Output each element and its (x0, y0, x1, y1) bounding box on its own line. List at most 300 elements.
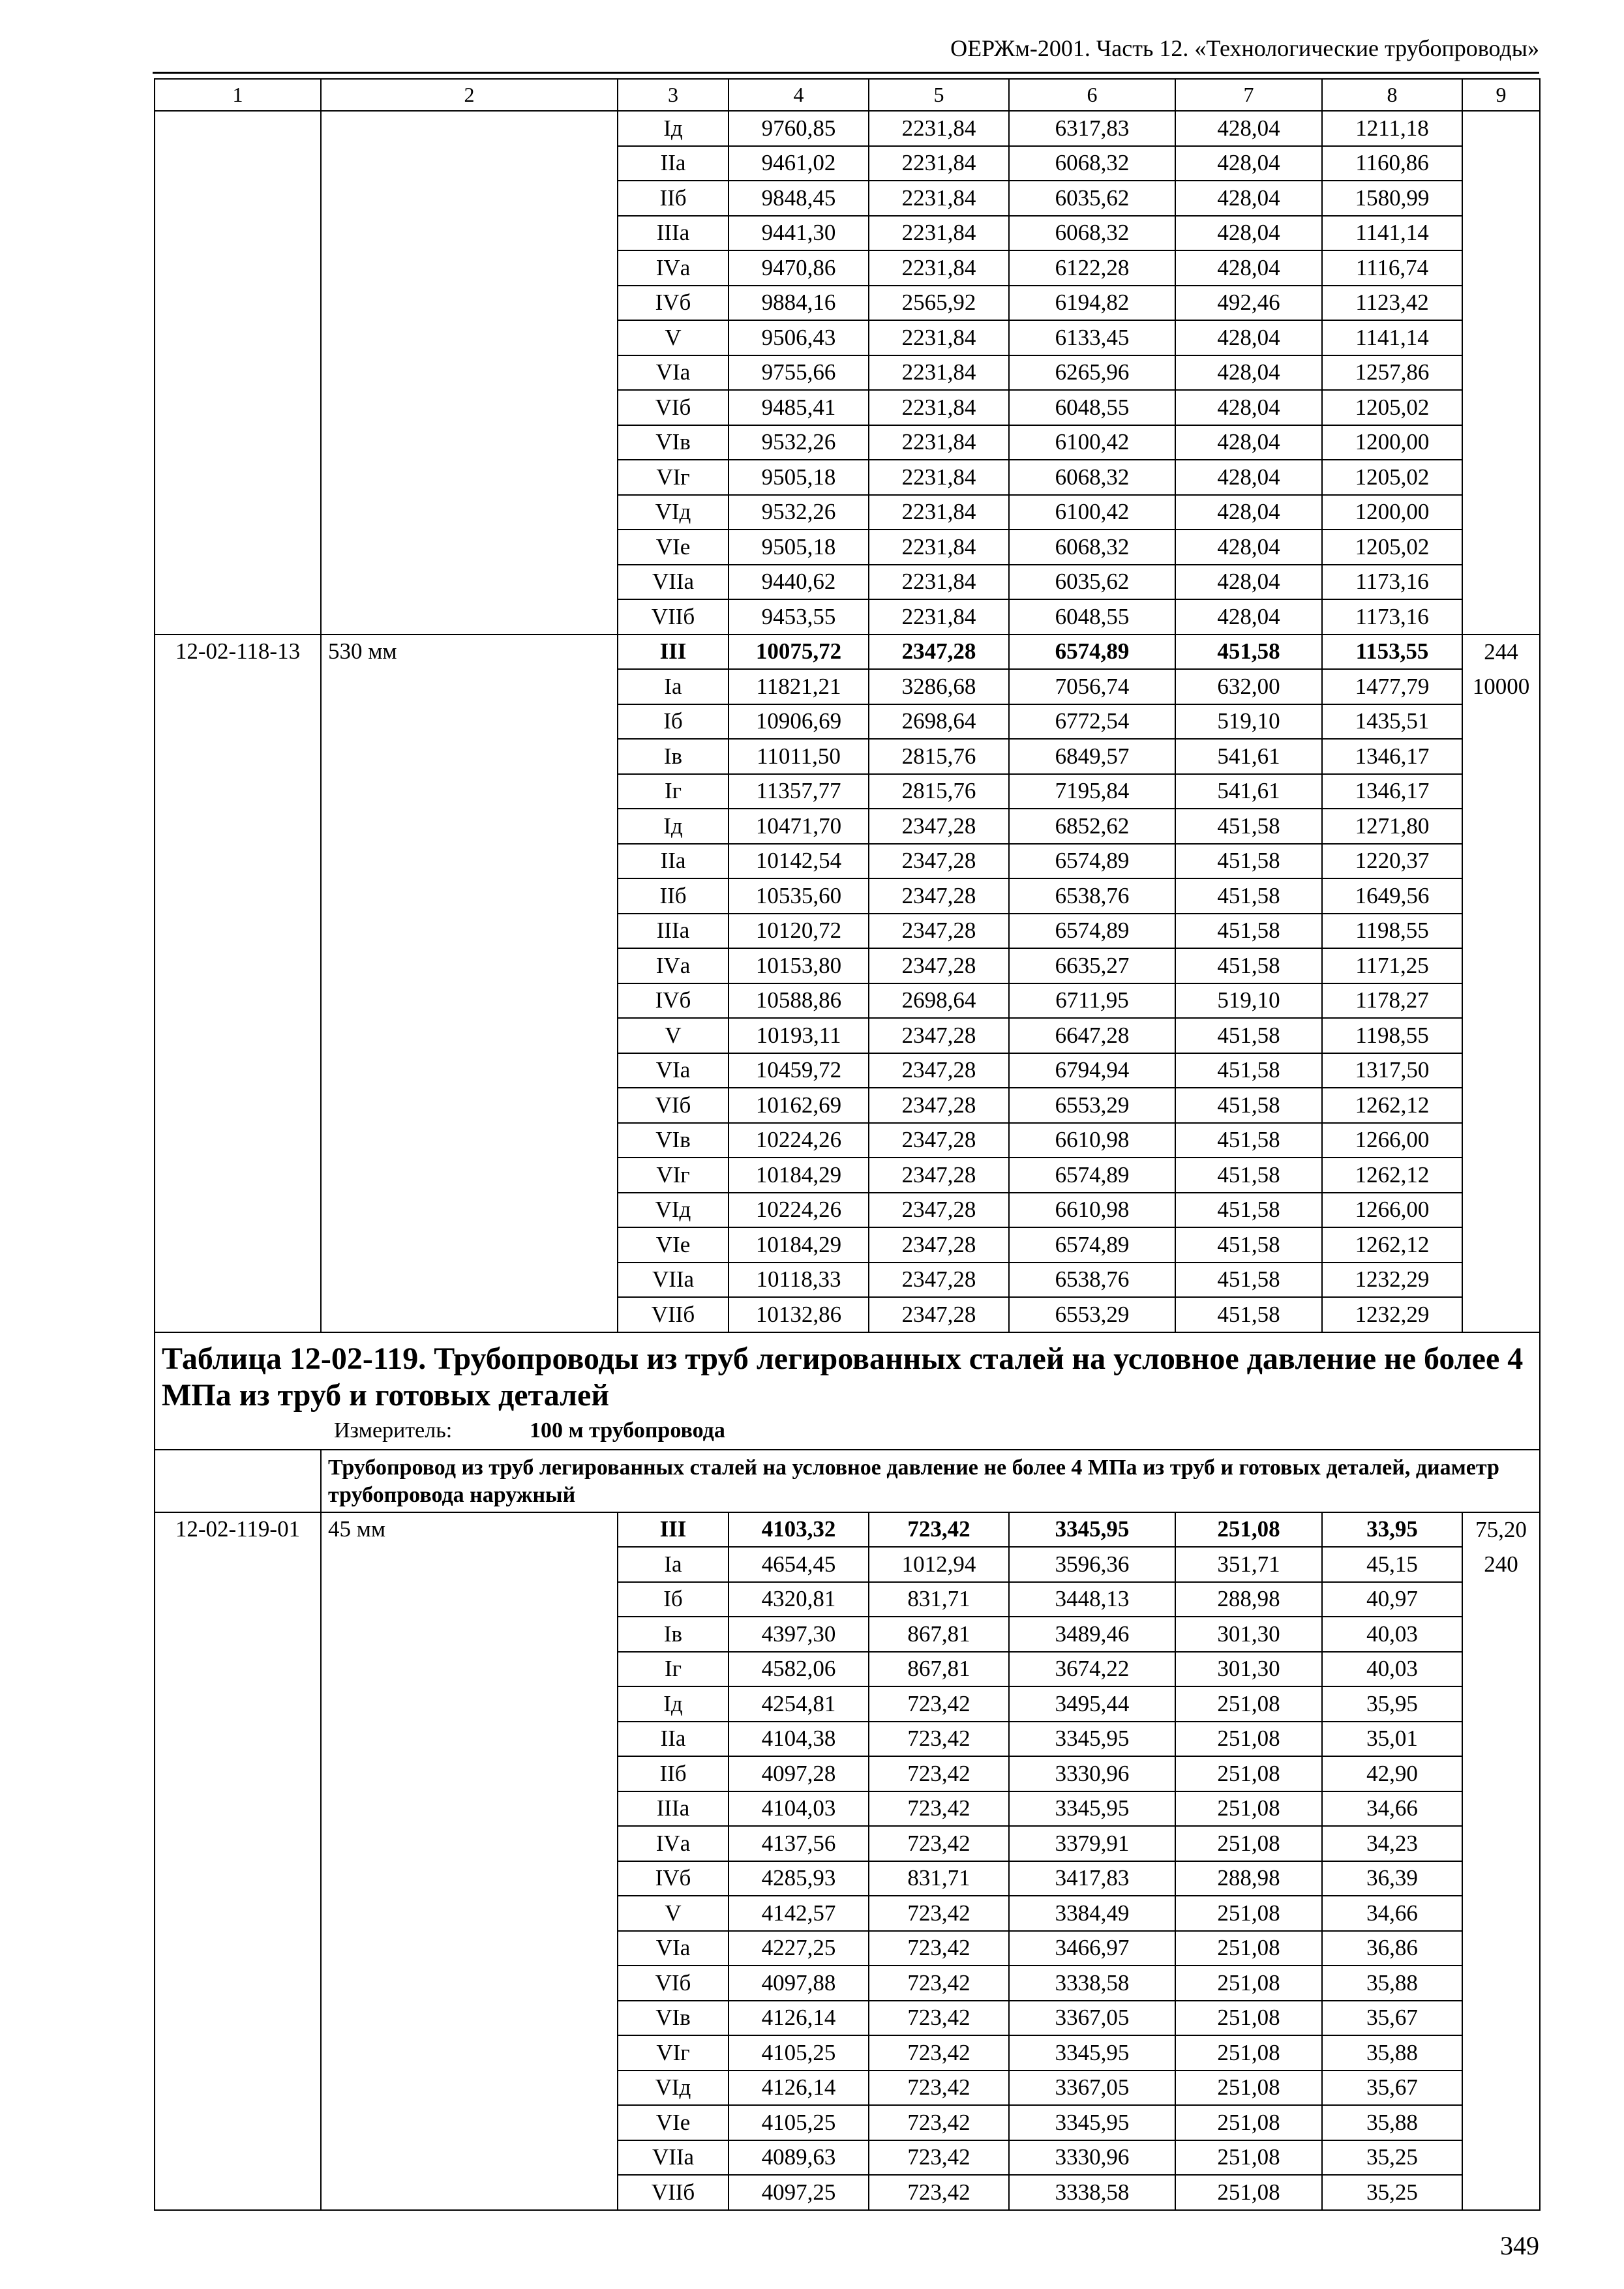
value-cell: 10184,29 (729, 1158, 869, 1193)
extra-value: 244 (1462, 635, 1540, 670)
mode-cell: IVа (618, 250, 729, 286)
value-cell: 3466,97 (1009, 1931, 1175, 1966)
extra-cell (1462, 2035, 1540, 2071)
value-cell: 4397,30 (729, 1617, 869, 1652)
value-cell: 3367,05 (1009, 2071, 1175, 2106)
extra-cell (1462, 1931, 1540, 1966)
unit-value: 100 м трубопровода (530, 1418, 725, 1443)
unit-line (162, 1416, 1533, 1445)
value-cell: 723,42 (869, 2071, 1009, 2106)
value-cell: 2231,84 (869, 111, 1009, 146)
value-cell: 1171,25 (1322, 948, 1462, 983)
value-cell: 1232,29 (1322, 1263, 1462, 1298)
value-cell: 1271,80 (1322, 809, 1462, 844)
value-cell: 2231,84 (869, 390, 1009, 425)
value-cell: 301,30 (1175, 1652, 1322, 1687)
value-cell: 831,71 (869, 1861, 1009, 1896)
extra-cell (1462, 1018, 1540, 1053)
value-cell: 723,42 (869, 2175, 1009, 2210)
extra-cell (1462, 1158, 1540, 1193)
value-cell: 4142,57 (729, 1896, 869, 1931)
value-cell: 1262,12 (1322, 1227, 1462, 1263)
section-heading: Трубопровод из труб легированных сталей на условное давление не более 4 МПа из труб и готовых деталей, диаметр трубопровода наружный (321, 1450, 1540, 1512)
value-cell: 451,58 (1175, 914, 1322, 949)
mode-cell: IIб (618, 181, 729, 216)
value-cell: 2231,84 (869, 146, 1009, 181)
value-cell: 251,08 (1175, 1826, 1322, 1861)
value-cell: 4654,45 (729, 1547, 869, 1582)
value-cell: 3448,13 (1009, 1582, 1175, 1617)
mode-cell: VIб (618, 1966, 729, 2001)
value-cell: 11011,50 (729, 739, 869, 774)
value-cell: 9505,18 (729, 530, 869, 565)
value-cell: 2231,84 (869, 425, 1009, 460)
value-cell: 251,08 (1175, 2035, 1322, 2071)
value-cell: 33,95 (1322, 1512, 1462, 1548)
value-cell: 1346,17 (1322, 774, 1462, 809)
value-cell: 3384,49 (1009, 1896, 1175, 1931)
value-cell: 2347,28 (869, 1227, 1009, 1263)
value-cell: 6711,95 (1009, 983, 1175, 1019)
value-cell: 4104,03 (729, 1791, 869, 1827)
value-cell: 10471,70 (729, 809, 869, 844)
extra-value: 240 (1462, 1547, 1540, 1582)
value-cell: 723,42 (869, 1686, 1009, 1722)
extra-cell (1462, 704, 1540, 740)
extra-cell (1462, 774, 1540, 809)
value-cell: 4097,25 (729, 2175, 869, 2210)
value-cell: 35,25 (1322, 2175, 1462, 2210)
value-cell: 428,04 (1175, 390, 1322, 425)
extra-cell (1462, 1686, 1540, 1722)
mode-cell: VIе (618, 530, 729, 565)
value-cell: 6035,62 (1009, 565, 1175, 600)
value-cell: 1123,42 (1322, 286, 1462, 321)
mode-cell: IIIа (618, 1791, 729, 1827)
value-cell: 1178,27 (1322, 983, 1462, 1019)
value-cell: 723,42 (869, 1756, 1009, 1791)
value-cell: 3338,58 (1009, 2175, 1175, 2210)
extra-cell (1462, 878, 1540, 914)
extra-cell (1462, 844, 1540, 879)
value-cell: 3345,95 (1009, 2035, 1175, 2071)
column-number: 1 (155, 79, 321, 111)
column-number: 6 (1009, 79, 1175, 111)
value-cell: 1435,51 (1322, 704, 1462, 740)
mode-cell: VIв (618, 425, 729, 460)
code-cell (155, 111, 321, 635)
value-cell: 6068,32 (1009, 460, 1175, 495)
column-number: 5 (869, 79, 1009, 111)
value-cell: 6265,96 (1009, 355, 1175, 391)
mode-cell: VIг (618, 460, 729, 495)
value-cell: 519,10 (1175, 704, 1322, 740)
running-header: ОЕРЖм-2001. Часть 12. «Технологические трубопроводы» (950, 35, 1539, 61)
value-cell: 4089,63 (729, 2140, 869, 2176)
value-cell: 9453,55 (729, 599, 869, 635)
mode-cell: V (618, 1896, 729, 1931)
value-cell: 6574,89 (1009, 1227, 1175, 1263)
value-cell: 6610,98 (1009, 1123, 1175, 1158)
mode-cell: VIIб (618, 2175, 729, 2210)
value-cell: 2347,28 (869, 1193, 1009, 1228)
value-cell: 451,58 (1175, 635, 1322, 670)
mode-cell: III (618, 1512, 729, 1548)
value-cell: 6849,57 (1009, 739, 1175, 774)
value-cell: 1649,56 (1322, 878, 1462, 914)
extra-cell (1462, 2105, 1540, 2140)
value-cell: 3495,44 (1009, 1686, 1175, 1722)
value-cell: 351,71 (1175, 1547, 1322, 1582)
mode-cell: III (618, 635, 729, 670)
value-cell: 6122,28 (1009, 250, 1175, 286)
extra-cell (1462, 739, 1540, 774)
value-cell: 251,08 (1175, 1791, 1322, 1827)
value-cell: 35,88 (1322, 2035, 1462, 2071)
value-cell: 6647,28 (1009, 1018, 1175, 1053)
value-cell: 10075,72 (729, 635, 869, 670)
value-cell: 1580,99 (1322, 181, 1462, 216)
value-cell: 723,42 (869, 1931, 1009, 1966)
value-cell: 6538,76 (1009, 878, 1175, 914)
value-cell: 1198,55 (1322, 1018, 1462, 1053)
value-cell: 451,58 (1175, 844, 1322, 879)
value-cell: 11357,77 (729, 774, 869, 809)
value-cell: 1257,86 (1322, 355, 1462, 391)
value-cell: 428,04 (1175, 495, 1322, 530)
value-cell: 3367,05 (1009, 2001, 1175, 2036)
value-cell: 428,04 (1175, 320, 1322, 355)
value-cell: 451,58 (1175, 1123, 1322, 1158)
mode-cell: VIе (618, 1227, 729, 1263)
section-code-cell (155, 1450, 321, 1512)
diameter-cell: 530 мм (321, 635, 618, 1332)
value-cell: 831,71 (869, 1582, 1009, 1617)
value-cell: 9440,62 (729, 565, 869, 600)
mode-cell: Iд (618, 111, 729, 146)
value-cell: 2231,84 (869, 599, 1009, 635)
value-cell: 6852,62 (1009, 809, 1175, 844)
mode-cell: VIIа (618, 565, 729, 600)
table-row (155, 111, 1540, 146)
value-cell: 4105,25 (729, 2105, 869, 2140)
value-cell: 4097,88 (729, 1966, 869, 2001)
value-cell: 3330,96 (1009, 1756, 1175, 1791)
mode-cell: IIа (618, 844, 729, 879)
value-cell: 4126,14 (729, 2071, 869, 2106)
mode-cell: VIе (618, 2105, 729, 2140)
value-cell: 251,08 (1175, 1966, 1322, 2001)
value-cell: 6133,45 (1009, 320, 1175, 355)
column-number: 8 (1322, 79, 1462, 111)
value-cell: 6574,89 (1009, 844, 1175, 879)
value-cell: 35,95 (1322, 1686, 1462, 1722)
value-cell: 428,04 (1175, 181, 1322, 216)
value-cell: 451,58 (1175, 1193, 1322, 1228)
value-cell: 10184,29 (729, 1227, 869, 1263)
value-cell: 10120,72 (729, 914, 869, 949)
value-cell: 251,08 (1175, 2071, 1322, 2106)
mode-cell: VIа (618, 355, 729, 391)
value-cell: 6317,83 (1009, 111, 1175, 146)
mode-cell: VIIб (618, 599, 729, 635)
value-cell: 6635,27 (1009, 948, 1175, 983)
mode-cell: VIа (618, 1931, 729, 1966)
value-cell: 4254,81 (729, 1686, 869, 1722)
value-cell: 6610,98 (1009, 1193, 1175, 1228)
mode-cell: VIд (618, 495, 729, 530)
value-cell: 451,58 (1175, 1018, 1322, 1053)
value-cell: 6553,29 (1009, 1297, 1175, 1332)
value-cell: 1160,86 (1322, 146, 1462, 181)
extra-cell (1462, 1756, 1540, 1791)
value-cell: 723,42 (869, 2035, 1009, 2071)
value-cell: 6068,32 (1009, 146, 1175, 181)
value-cell: 2231,84 (869, 460, 1009, 495)
value-cell: 867,81 (869, 1617, 1009, 1652)
value-cell: 4137,56 (729, 1826, 869, 1861)
value-cell: 3345,95 (1009, 1722, 1175, 1757)
value-cell: 35,67 (1322, 2071, 1462, 2106)
extra-cell (1462, 809, 1540, 844)
value-cell: 9532,26 (729, 425, 869, 460)
column-number: 3 (618, 79, 729, 111)
extra-cell (1462, 2175, 1540, 2210)
mode-cell: VIа (618, 1053, 729, 1088)
value-cell: 3330,96 (1009, 2140, 1175, 2176)
value-cell: 2698,64 (869, 983, 1009, 1019)
value-cell: 9848,45 (729, 181, 869, 216)
value-cell: 6538,76 (1009, 1263, 1175, 1298)
mode-cell: VIIб (618, 1297, 729, 1332)
value-cell: 723,42 (869, 2001, 1009, 2036)
value-cell: 2347,28 (869, 948, 1009, 983)
column-number: 9 (1462, 79, 1540, 111)
value-cell: 2347,28 (869, 809, 1009, 844)
column-number-row (155, 79, 1540, 111)
mode-cell: IVб (618, 286, 729, 321)
value-cell: 2347,28 (869, 635, 1009, 670)
value-cell: 7195,84 (1009, 774, 1175, 809)
value-cell: 2698,64 (869, 704, 1009, 740)
value-cell: 1141,14 (1322, 216, 1462, 251)
value-cell: 36,86 (1322, 1931, 1462, 1966)
value-cell: 11821,21 (729, 669, 869, 704)
value-cell: 1200,00 (1322, 495, 1462, 530)
mode-cell: IVб (618, 1861, 729, 1896)
extra-cell (1462, 914, 1540, 949)
table-title-row (155, 1332, 1540, 1450)
value-cell: 2347,28 (869, 878, 1009, 914)
value-cell: 9884,16 (729, 286, 869, 321)
value-cell: 6068,32 (1009, 216, 1175, 251)
value-cell: 428,04 (1175, 530, 1322, 565)
column-number: 4 (729, 79, 869, 111)
value-cell: 251,08 (1175, 2001, 1322, 2036)
value-cell: 35,67 (1322, 2001, 1462, 2036)
value-cell: 288,98 (1175, 1861, 1322, 1896)
value-cell: 9505,18 (729, 460, 869, 495)
value-cell: 541,61 (1175, 739, 1322, 774)
value-cell: 2347,28 (869, 1018, 1009, 1053)
mode-cell: VIд (618, 2071, 729, 2106)
value-cell: 4097,28 (729, 1756, 869, 1791)
value-cell: 4104,38 (729, 1722, 869, 1757)
value-cell: 251,08 (1175, 1512, 1322, 1548)
mode-cell: IIб (618, 1756, 729, 1791)
mode-cell: Iд (618, 1686, 729, 1722)
value-cell: 3674,22 (1009, 1652, 1175, 1687)
unit-label: Измеритель: (334, 1418, 453, 1443)
value-cell: 251,08 (1175, 2175, 1322, 2210)
value-cell: 4320,81 (729, 1582, 869, 1617)
extra-cell (1462, 948, 1540, 983)
value-cell: 1232,29 (1322, 1297, 1462, 1332)
value-cell: 723,42 (869, 2105, 1009, 2140)
value-cell: 10132,86 (729, 1297, 869, 1332)
value-cell: 451,58 (1175, 1053, 1322, 1088)
value-cell: 9755,66 (729, 355, 869, 391)
value-cell: 1198,55 (1322, 914, 1462, 949)
value-cell: 10142,54 (729, 844, 869, 879)
value-cell: 1205,02 (1322, 530, 1462, 565)
mode-cell: V (618, 320, 729, 355)
code-cell: 12-02-118-13 (155, 635, 321, 1332)
value-cell: 42,90 (1322, 1756, 1462, 1791)
value-cell: 2347,28 (869, 1088, 1009, 1123)
mode-cell: IVб (618, 983, 729, 1019)
mode-cell: IIа (618, 146, 729, 181)
value-cell: 428,04 (1175, 146, 1322, 181)
value-cell: 6772,54 (1009, 704, 1175, 740)
value-cell: 251,08 (1175, 1756, 1322, 1791)
value-cell: 2231,84 (869, 565, 1009, 600)
value-cell: 4126,14 (729, 2001, 869, 2036)
value-cell: 10224,26 (729, 1193, 869, 1228)
value-cell: 45,15 (1322, 1547, 1462, 1582)
value-cell: 2231,84 (869, 320, 1009, 355)
value-cell: 6035,62 (1009, 181, 1175, 216)
value-cell: 10588,86 (729, 983, 869, 1019)
value-cell: 428,04 (1175, 460, 1322, 495)
extra-cell (1462, 1861, 1540, 1896)
value-cell: 2347,28 (869, 844, 1009, 879)
diameter-cell: 45 мм (321, 1512, 618, 2210)
value-cell: 3286,68 (869, 669, 1009, 704)
value-cell: 451,58 (1175, 948, 1322, 983)
value-cell: 35,88 (1322, 1966, 1462, 2001)
value-cell: 867,81 (869, 1652, 1009, 1687)
value-cell: 2347,28 (869, 1297, 1009, 1332)
value-cell: 1141,14 (1322, 320, 1462, 355)
value-cell: 6068,32 (1009, 530, 1175, 565)
value-cell: 428,04 (1175, 216, 1322, 251)
extra-cell (1462, 1617, 1540, 1652)
value-cell: 2815,76 (869, 774, 1009, 809)
mode-cell: Iг (618, 774, 729, 809)
extra-cell (1462, 2071, 1540, 2106)
value-cell: 35,88 (1322, 2105, 1462, 2140)
value-cell: 2347,28 (869, 1158, 1009, 1193)
value-cell: 428,04 (1175, 355, 1322, 391)
mode-cell: Iд (618, 809, 729, 844)
value-cell: 428,04 (1175, 599, 1322, 635)
extra-cell (1462, 1722, 1540, 1757)
value-cell: 1266,00 (1322, 1123, 1462, 1158)
value-cell: 2231,84 (869, 216, 1009, 251)
value-cell: 2347,28 (869, 1263, 1009, 1298)
mode-cell: VIв (618, 1123, 729, 1158)
value-cell: 6100,42 (1009, 495, 1175, 530)
extra-cell (1462, 1123, 1540, 1158)
value-cell: 723,42 (869, 1896, 1009, 1931)
value-cell: 723,42 (869, 2140, 1009, 2176)
value-cell: 1205,02 (1322, 460, 1462, 495)
mode-cell: Iб (618, 704, 729, 740)
mode-cell: Iв (618, 1617, 729, 1652)
value-cell: 7056,74 (1009, 669, 1175, 704)
value-cell: 36,39 (1322, 1861, 1462, 1896)
table-row (155, 1512, 1540, 1548)
value-cell: 4227,25 (729, 1931, 869, 1966)
value-cell: 251,08 (1175, 2105, 1322, 2140)
value-cell: 723,42 (869, 1512, 1009, 1548)
value-cell: 9441,30 (729, 216, 869, 251)
value-cell: 9470,86 (729, 250, 869, 286)
extra-cell (1462, 1652, 1540, 1687)
code-cell: 12-02-119-01 (155, 1512, 321, 2210)
mode-cell: VIIа (618, 2140, 729, 2176)
value-cell: 1262,12 (1322, 1088, 1462, 1123)
value-cell: 451,58 (1175, 1158, 1322, 1193)
extra-cell (1462, 1263, 1540, 1298)
extra-cell (1462, 1297, 1540, 1332)
value-cell: 6574,89 (1009, 635, 1175, 670)
mode-cell: VIб (618, 1088, 729, 1123)
value-cell: 2815,76 (869, 739, 1009, 774)
value-cell: 428,04 (1175, 565, 1322, 600)
mode-cell: IIIа (618, 216, 729, 251)
value-cell: 2565,92 (869, 286, 1009, 321)
extra-value: 75,20 (1462, 1512, 1540, 1548)
value-cell: 2231,84 (869, 181, 1009, 216)
value-cell: 1153,55 (1322, 635, 1462, 670)
value-cell: 2231,84 (869, 495, 1009, 530)
value-cell: 1173,16 (1322, 565, 1462, 600)
mode-cell: Iг (618, 1652, 729, 1687)
value-cell: 288,98 (1175, 1582, 1322, 1617)
extra-cell (1462, 1826, 1540, 1861)
mode-cell: VIIа (618, 1263, 729, 1298)
value-cell: 451,58 (1175, 1263, 1322, 1298)
value-cell: 1012,94 (869, 1547, 1009, 1582)
extra-value: 10000 (1462, 669, 1540, 704)
section-row (155, 1450, 1540, 1512)
mode-cell: IIа (618, 1722, 729, 1757)
value-cell: 6574,89 (1009, 1158, 1175, 1193)
value-cell: 1262,12 (1322, 1158, 1462, 1193)
value-cell: 451,58 (1175, 1227, 1322, 1263)
extra-cell (1462, 1582, 1540, 1617)
value-cell: 251,08 (1175, 1686, 1322, 1722)
value-cell: 2231,84 (869, 250, 1009, 286)
value-cell: 1346,17 (1322, 739, 1462, 774)
value-cell: 723,42 (869, 1826, 1009, 1861)
mode-cell: Iв (618, 739, 729, 774)
value-cell: 10118,33 (729, 1263, 869, 1298)
value-cell: 10535,60 (729, 878, 869, 914)
value-cell: 9506,43 (729, 320, 869, 355)
